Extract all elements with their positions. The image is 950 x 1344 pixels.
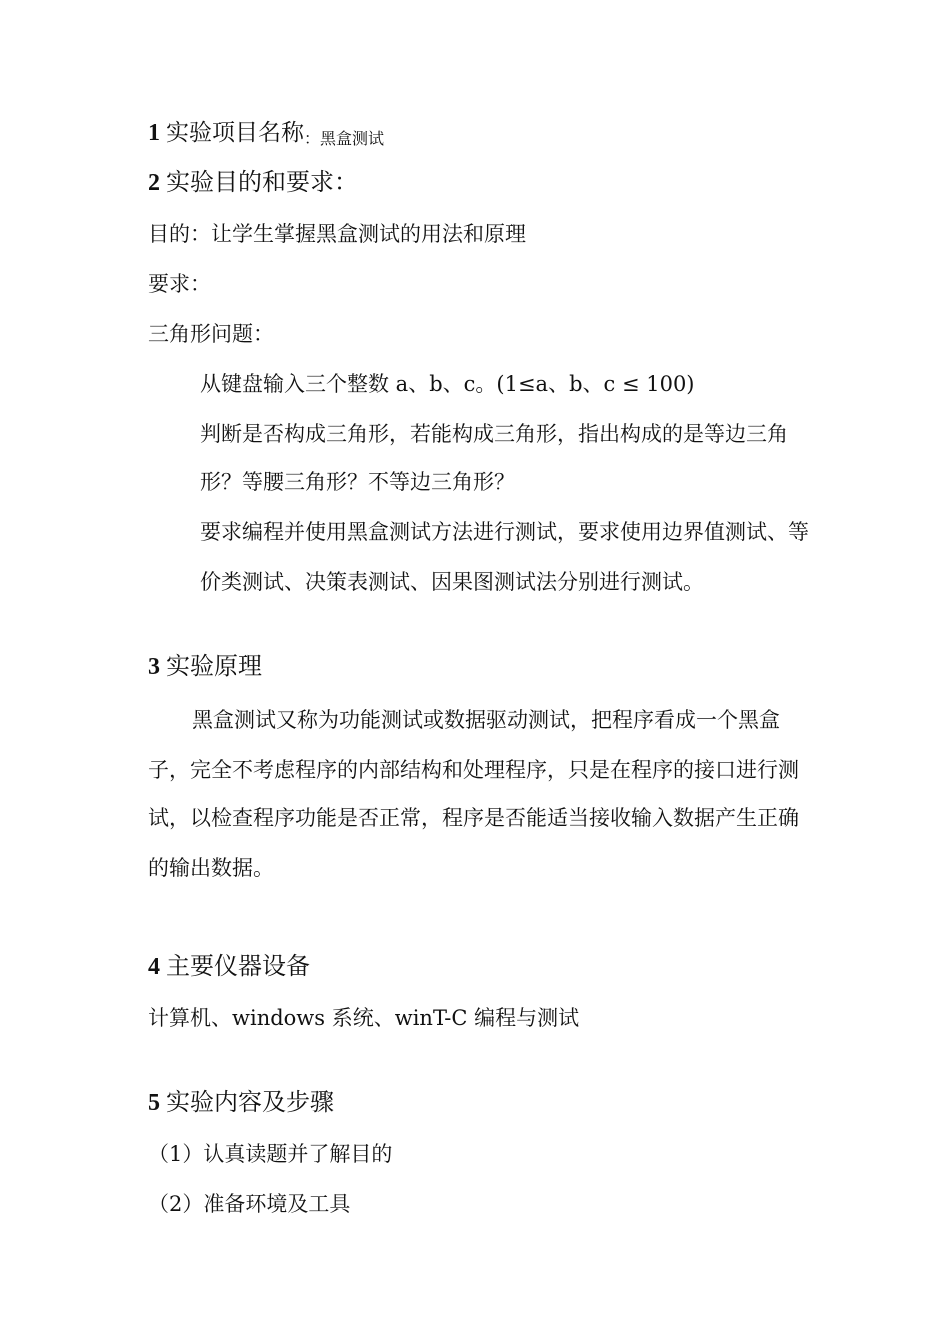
section-1-heading [148,116,384,151]
problem-line: 形？等腰三角形？不等边三角形？ [200,470,515,494]
section-2-heading [148,166,358,199]
purpose-text: 目的：让学生掌握黑盒测试的用法和原理 [148,222,526,246]
section-2-title: 实验目的和要求： [166,168,358,196]
problem-line: 从键盘输入三个整数 a、b、c。(1≤a、b、c ≤ 100) [200,372,695,396]
section-3-title: 实验原理 [166,652,262,680]
section-1-value: 黑盒测试 [320,129,385,148]
step-item: （2）准备环境及工具 [148,1192,351,1216]
principle-line: 的输出数据。 [148,856,274,880]
triangle-problem-label: 三角形问题： [148,322,274,346]
principle-line: 黑盒测试又称为功能测试或数据驱动测试，把程序看成一个黑盒 [192,708,780,732]
problem-line: 要求编程并使用黑盒测试方法进行测试，要求使用边界值测试、等 [200,520,809,544]
requirements-label: 要求： [148,272,211,296]
section-1-number: 1 [148,120,160,146]
problem-line: 价类测试、决策表测试、因果图测试法分别进行测试。 [200,570,704,594]
principle-line: 试，以检查程序功能是否正常，程序是否能适当接收输入数据产生正确 [148,806,799,830]
section-3-number: 3 [148,654,160,680]
step-item: （1）认真读题并了解目的 [148,1142,393,1166]
problem-line: 判断是否构成三角形，若能构成三角形，指出构成的是等边三角 [200,422,788,446]
section-1-separator: ： [304,129,321,148]
principle-line: 子，完全不考虑程序的内部结构和处理程序，只是在程序的接口进行测 [148,758,799,782]
section-4-heading [148,950,310,983]
section-2-number: 2 [148,170,160,196]
section-5-title: 实验内容及步骤 [166,1088,334,1116]
section-3-heading [148,650,262,683]
section-5-number: 5 [148,1090,160,1116]
section-4-number: 4 [148,954,160,980]
section-4-title: 主要仪器设备 [166,952,310,980]
equipment-text: 计算机、windows 系统、winT-C 编程与测试 [148,1006,580,1030]
section-5-heading [148,1086,334,1119]
section-1-title: 实验项目名称 [166,120,304,146]
